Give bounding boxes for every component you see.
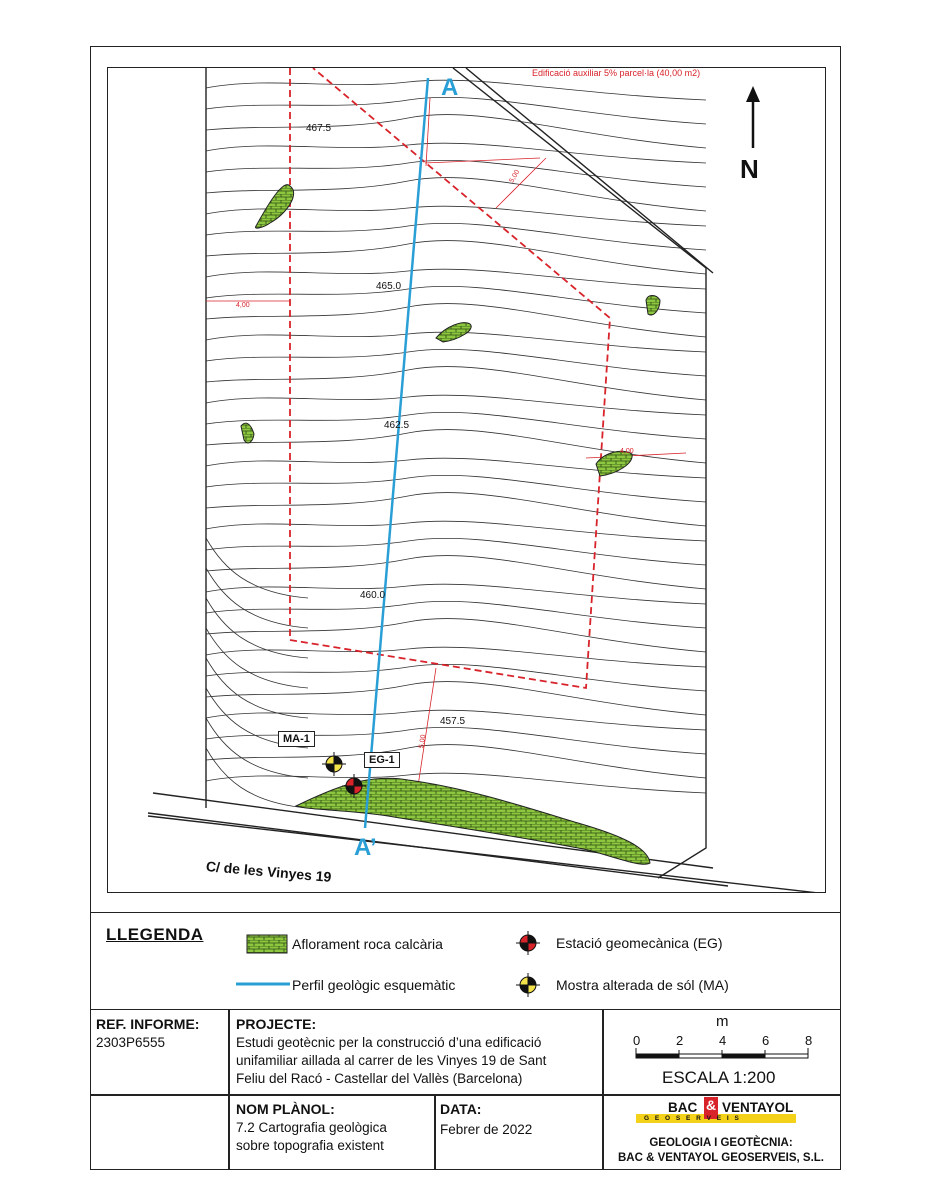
date-value: Febrer de 2022 — [440, 1122, 533, 1137]
outcrop-legend-swatch — [246, 934, 288, 954]
scale-tick-label: 6 — [762, 1033, 770, 1048]
parcel-boundary — [148, 68, 826, 893]
contour-line — [206, 269, 706, 289]
contour-line — [206, 628, 308, 688]
project-line: Estudi geotècnic per la construcció d’una edificació — [236, 1035, 542, 1050]
legend-title: LLEGENDA — [106, 925, 204, 944]
contour-line — [206, 412, 706, 439]
legend-eg-label: Estació geomecànica (EG) — [556, 935, 723, 951]
topographic-map — [108, 68, 826, 893]
setback-label: 5,00 — [418, 734, 428, 749]
setback-label: 4,00 — [620, 448, 634, 455]
contour-line — [206, 349, 706, 376]
divider — [228, 1010, 230, 1170]
company-line: GEOLOGIA I GEOTÈCNIA: — [649, 1137, 793, 1149]
contour-line — [206, 395, 706, 415]
scale-tick-label: 0 — [633, 1033, 641, 1048]
ma1-tag: MA-1 — [278, 731, 315, 747]
divider — [602, 1010, 604, 1170]
setback-label: 4,00 — [236, 302, 250, 309]
section-line — [365, 78, 428, 828]
contour-line — [206, 521, 706, 541]
profile-legend-line — [236, 980, 290, 988]
scale-bar — [634, 1048, 814, 1062]
legend-outcrop-label: Aflorament roca calcària — [292, 936, 443, 952]
plan-line: 7.2 Cartografia geològica — [236, 1120, 387, 1135]
logo-sub: G E O S E R V E I S — [644, 1115, 741, 1122]
date-label: DATA: — [440, 1101, 482, 1117]
company-line: BAC & VENTAYOL GEOSERVEIS, S.L. — [618, 1152, 824, 1164]
contour-line — [206, 286, 706, 313]
outcrop-1 — [255, 185, 293, 228]
project-label: PROJECTE: — [236, 1016, 317, 1032]
contour-line — [206, 598, 308, 658]
ma-legend-symbol — [515, 972, 541, 998]
contour-label: 465.0 — [376, 281, 402, 292]
section-end-label: A’ — [354, 834, 377, 861]
contour-line — [206, 647, 706, 667]
north-label: N — [740, 154, 759, 184]
contour-line — [206, 475, 706, 502]
contour-label: 460.0 — [360, 590, 386, 601]
legend-profile-label: Perfil geològic esquemàtic — [292, 977, 456, 993]
north-arrow — [746, 86, 760, 148]
logo-ampersand: & — [704, 1097, 718, 1119]
contour-line — [206, 223, 706, 250]
scale-unit: m — [716, 1013, 729, 1030]
legend-ma-label: Mostra alterada de sól (MA) — [556, 977, 729, 993]
contour-line — [206, 664, 706, 691]
scale-text: ESCALA 1:200 — [662, 1068, 776, 1087]
company-logo — [636, 1097, 796, 1130]
contour-line — [206, 658, 308, 718]
logo-right: VENTAYOL — [722, 1100, 794, 1115]
divider — [90, 1094, 841, 1096]
setback-label: 5,00 — [508, 168, 522, 185]
scale-tick-label: 2 — [676, 1033, 684, 1048]
outcrop-3 — [646, 296, 660, 316]
building-note: Edificació auxiliar 5% parcel·la (40,00 m2) — [532, 68, 701, 78]
contour-line — [206, 160, 706, 187]
ref-label: REF. INFORME: — [96, 1016, 200, 1032]
eg1-tag: EG-1 — [364, 752, 400, 768]
contour-line — [206, 538, 706, 565]
eg-legend-symbol — [515, 930, 541, 956]
logo-left: BAC — [668, 1100, 698, 1115]
contour-line — [206, 718, 308, 778]
contour-label: 457.5 — [440, 716, 466, 727]
ref-value: 2303P6555 — [96, 1035, 166, 1050]
contour-line — [206, 143, 706, 163]
contour-line — [206, 568, 308, 628]
divider — [434, 1095, 436, 1170]
contour-label: 467.5 — [306, 123, 332, 134]
project-line: Feliu del Racó - Castellar del Vallès (Barcelona) — [236, 1071, 523, 1086]
street-label: C/ de les Vinyes 19 — [205, 858, 333, 885]
project-line: unifamiliar aillada al carrer de les Vinyes 19 de Sant — [236, 1053, 547, 1068]
scale-tick-label: 4 — [719, 1033, 727, 1048]
section-start-label: A — [441, 74, 459, 101]
outcrop-2 — [436, 323, 471, 342]
plan-label: NOM PLÀNOL: — [236, 1101, 335, 1117]
plan-line: sobre topografia existent — [236, 1138, 384, 1153]
contour-line — [206, 458, 706, 478]
map-panel — [107, 67, 826, 893]
contour-label: 462.5 — [384, 420, 410, 431]
scale-tick-label: 8 — [805, 1033, 813, 1048]
outcrop-4 — [241, 423, 254, 443]
